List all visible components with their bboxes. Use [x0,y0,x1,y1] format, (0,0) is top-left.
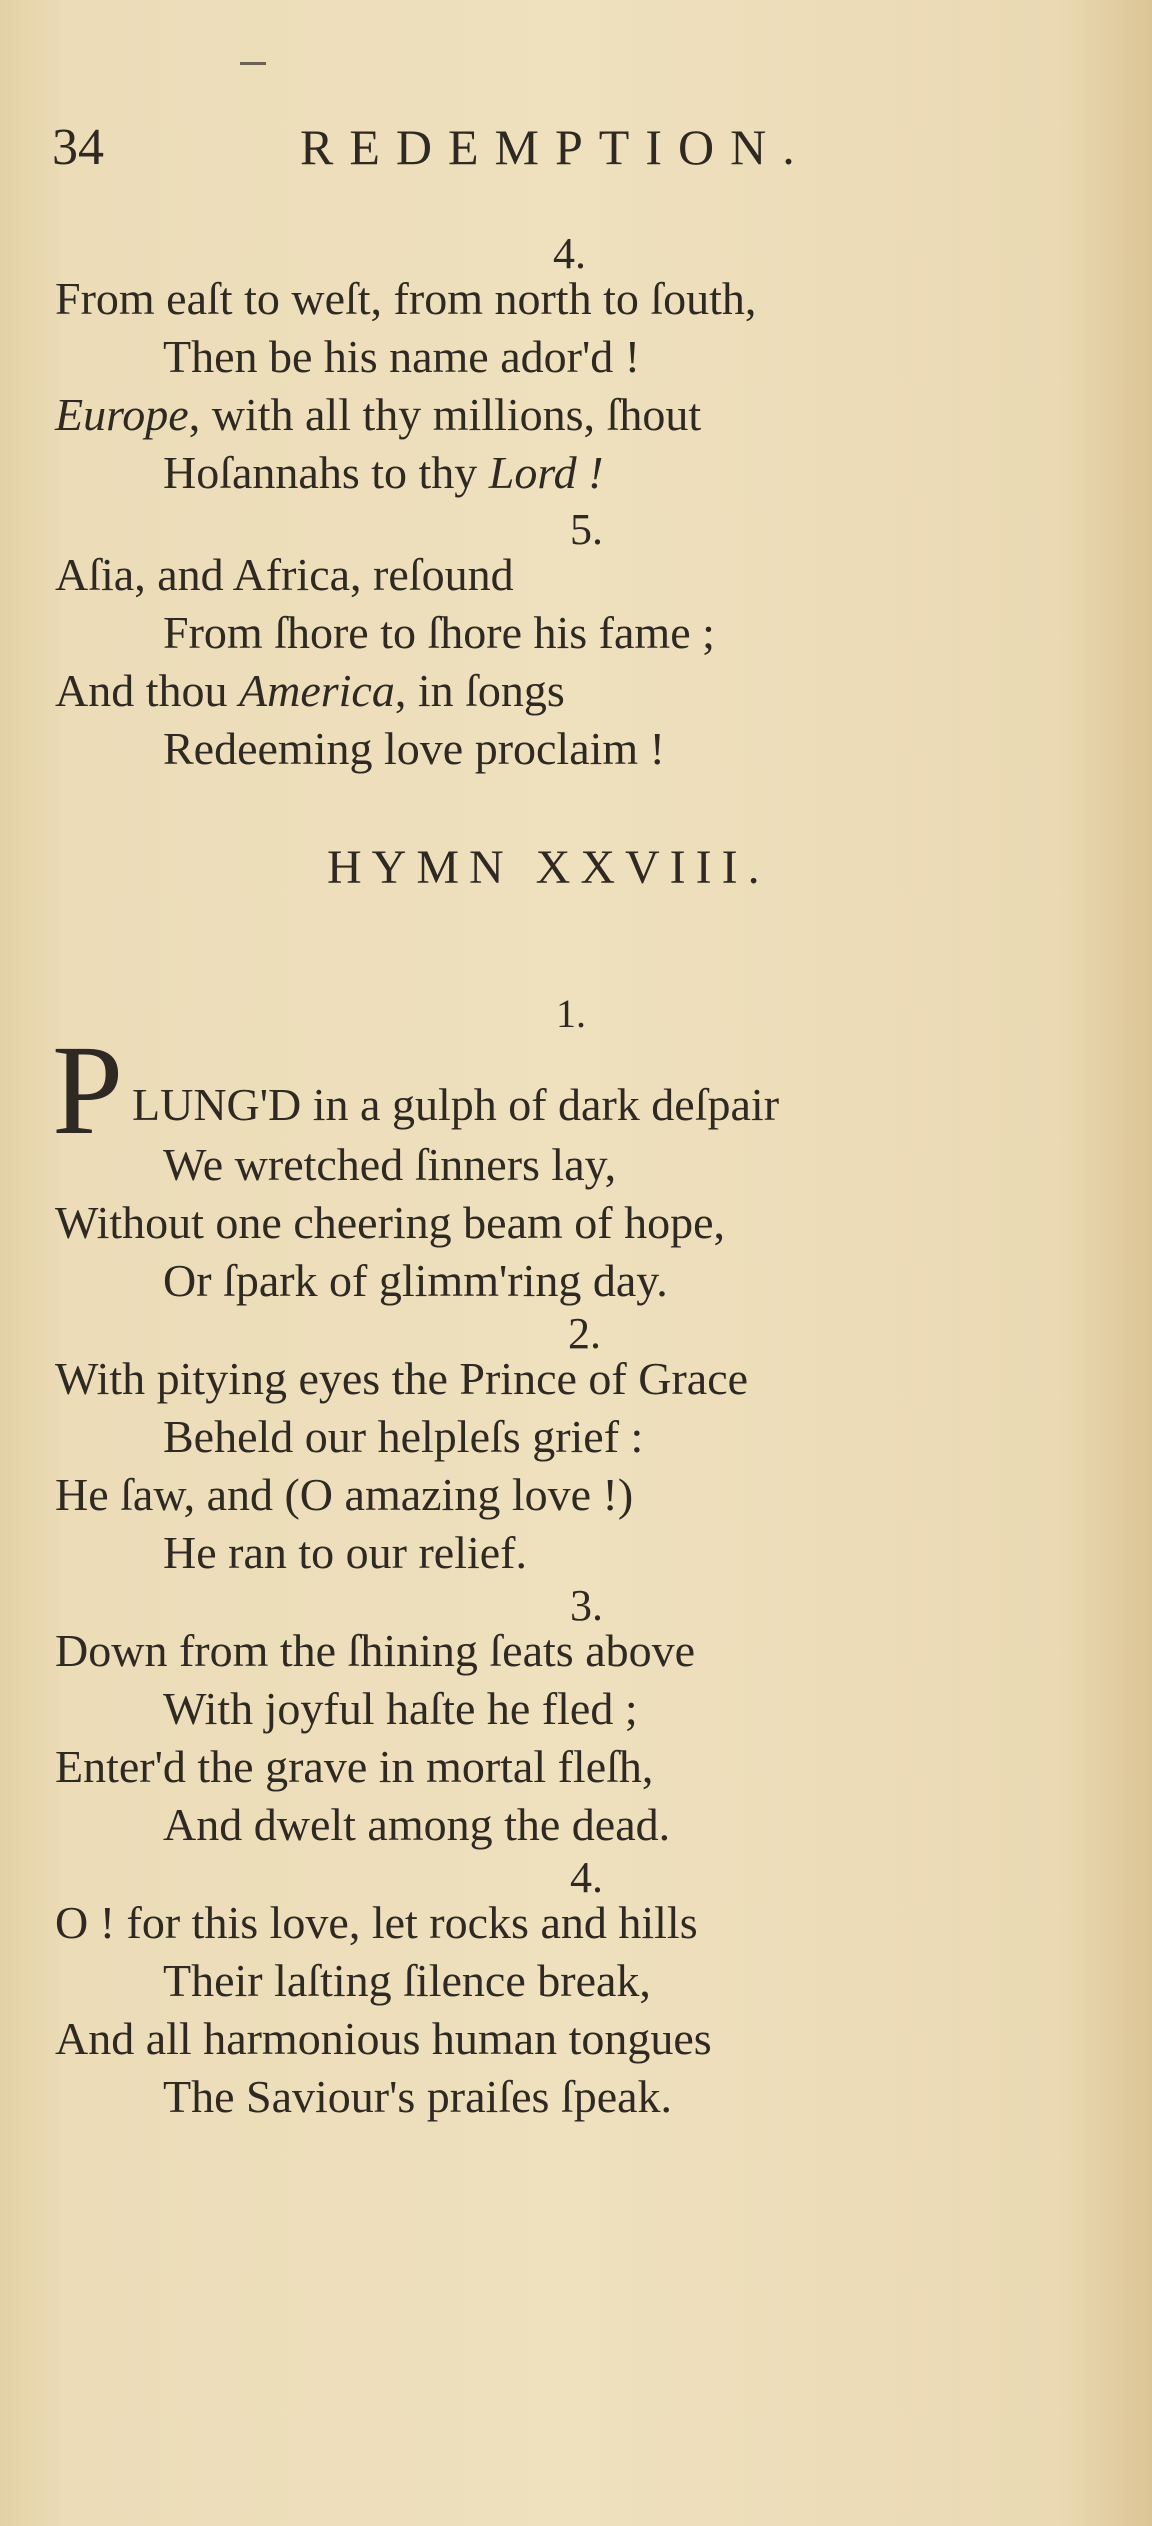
verse-line: And dwelt among the dead. [163,1799,671,1850]
hymn-title: HYMN XXVIII. [327,841,770,894]
top-rule [240,62,266,65]
stanza-number: 4. [570,1853,603,1902]
verse-line: Then be his name ador'd ! [163,331,641,382]
verse-line: Redeeming love proclaim ! [163,723,666,774]
verse-line [55,388,701,441]
verse-line: LUNG'D in a gulph of dark deſpair [132,1079,780,1130]
page-number: 34 [52,119,104,176]
verse-line: Or ſpark of glimm'ring day. [163,1255,668,1306]
line-rest: , in ſongs [394,665,565,716]
verse-line: Down from the ſhining ſeats above [55,1625,696,1676]
page-header [0,118,1152,178]
verse-line [55,664,565,717]
verse-line: Aſia, and Africa, reſound [55,549,514,600]
drop-cap: P [52,1019,124,1161]
verse-line: From eaſt to weſt, from north to ſouth, [55,273,757,324]
stanza-number: 5. [570,505,603,554]
stanza-number: 3. [570,1581,603,1630]
verse-line: From ſhore to ſhore his fame ; [163,607,715,658]
verse-line: And all harmonious human tongues [55,2013,712,2064]
italic-word: Lord ! [488,447,604,498]
verse-line [163,446,603,499]
stanza-number: 2. [568,1309,601,1358]
verse-line: Their laſting ſilence break, [163,1955,651,2006]
italic-word: America [239,665,395,716]
verse-line: Enter'd the grave in mortal fleſh, [55,1741,654,1792]
verse-line: O ! for this love, let rocks and hills [55,1897,698,1948]
verse-line: He ſaw, and (O amazing love !) [55,1469,634,1520]
running-title: REDEMPTION. [300,119,811,175]
italic-word: Europe [55,389,189,440]
verse-line: We wretched ſinners lay, [163,1139,617,1190]
verse-line: The Saviour's praiſes ſpeak. [163,2071,673,2122]
line-start: And thou [55,665,239,716]
verse-line: With joyful haſte he fled ; [163,1683,638,1734]
line-rest: , with all thy millions, ſhout [188,389,702,440]
verse-line: Without one cheering beam of hope, [55,1197,726,1248]
verse-line: He ran to our relief. [163,1527,528,1578]
stanza-number: 4. [553,229,586,278]
stanza-number: 1. [556,991,586,1036]
verse-line: Beheld our helpleſs grief : [163,1411,644,1462]
line-start: Hoſannahs to thy [163,447,489,498]
verse-line: With pitying eyes the Prince of Grace [55,1353,749,1404]
